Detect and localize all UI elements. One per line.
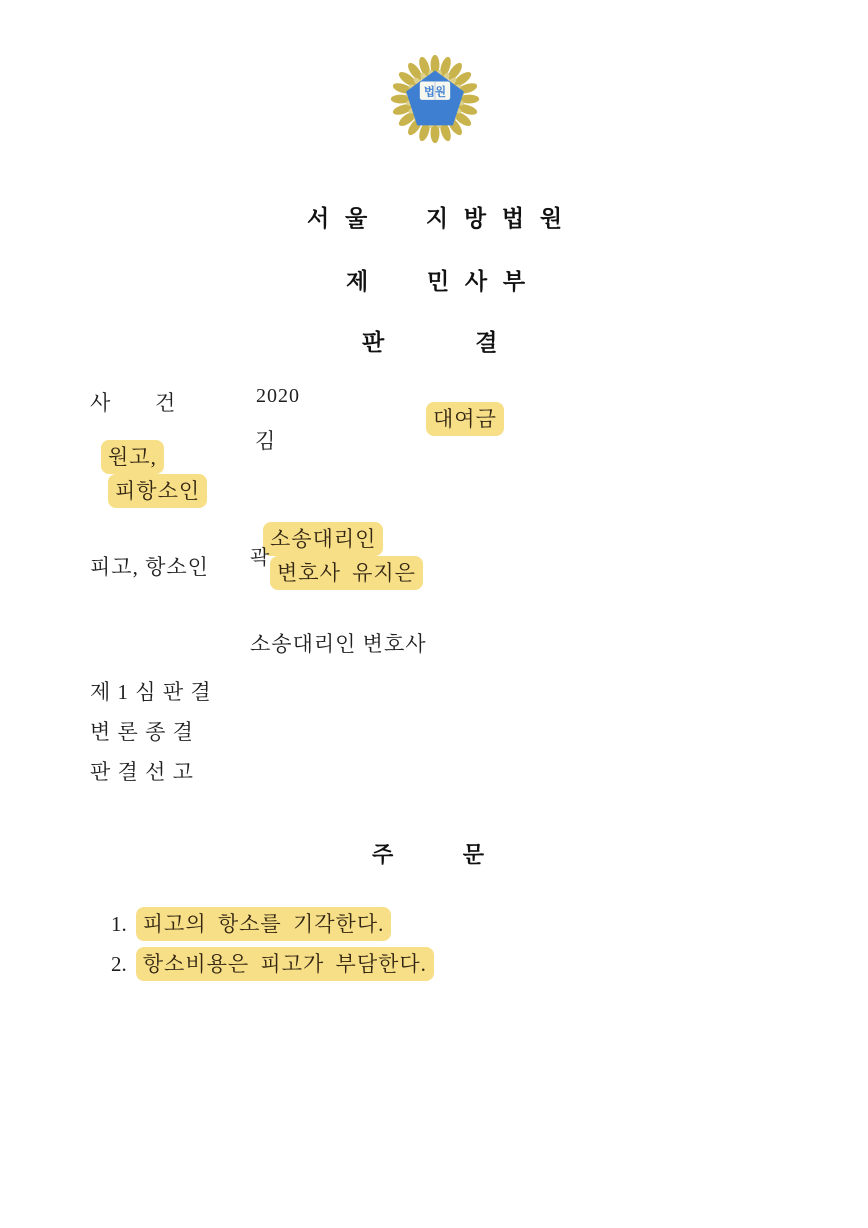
first-trial-label: 제 1 심 판 결 <box>90 680 212 704</box>
plaintiff-label-highlight-2: 피항소인 <box>108 474 207 508</box>
plaintiff-counsel-row <box>247 504 423 608</box>
case-type-row <box>410 384 504 454</box>
plaintiff-name: 김 <box>255 429 277 453</box>
plaintiff-label-row <box>85 422 207 526</box>
sentencing-label: 판 결 선 고 <box>90 760 194 784</box>
order-item-1-highlight: 피고의 항소를 기각한다. <box>136 907 392 941</box>
order-item-2-number: 2. <box>111 952 127 976</box>
judgment-title: 판 결 <box>362 330 503 355</box>
emblem-label: 법원 <box>423 86 447 99</box>
plaintiff-counsel-highlight-2: 변호사 유지은 <box>270 556 423 590</box>
defendant-name: 곽 <box>250 547 271 569</box>
court-emblem-graphic <box>389 52 481 146</box>
hearing-close-label: 변 론 종 결 <box>90 720 194 744</box>
plaintiff-counsel-highlight-1: 소송대리인 <box>263 522 383 556</box>
order-item-1-number: 1. <box>111 912 127 936</box>
case-number: 2020 <box>256 385 300 407</box>
court-title: 서 울 지 방 법 원 <box>307 206 568 231</box>
defendant-label: 피고, 항소인 <box>90 555 209 579</box>
order-section-title: 주 문 <box>372 842 487 867</box>
case-label: 사 건 <box>90 391 177 415</box>
plaintiff-label-highlight-1: 원고, <box>101 440 164 474</box>
court-emblem <box>389 52 481 146</box>
case-type-highlight: 대여금 <box>426 402 504 436</box>
defendant-counsel: 소송대리인 변호사 <box>250 632 427 656</box>
order-item-2-highlight: 항소비용은 피고가 부담한다. <box>136 947 434 981</box>
order-item-2 <box>90 922 434 1006</box>
division-title: 제 민 사 부 <box>346 269 531 294</box>
